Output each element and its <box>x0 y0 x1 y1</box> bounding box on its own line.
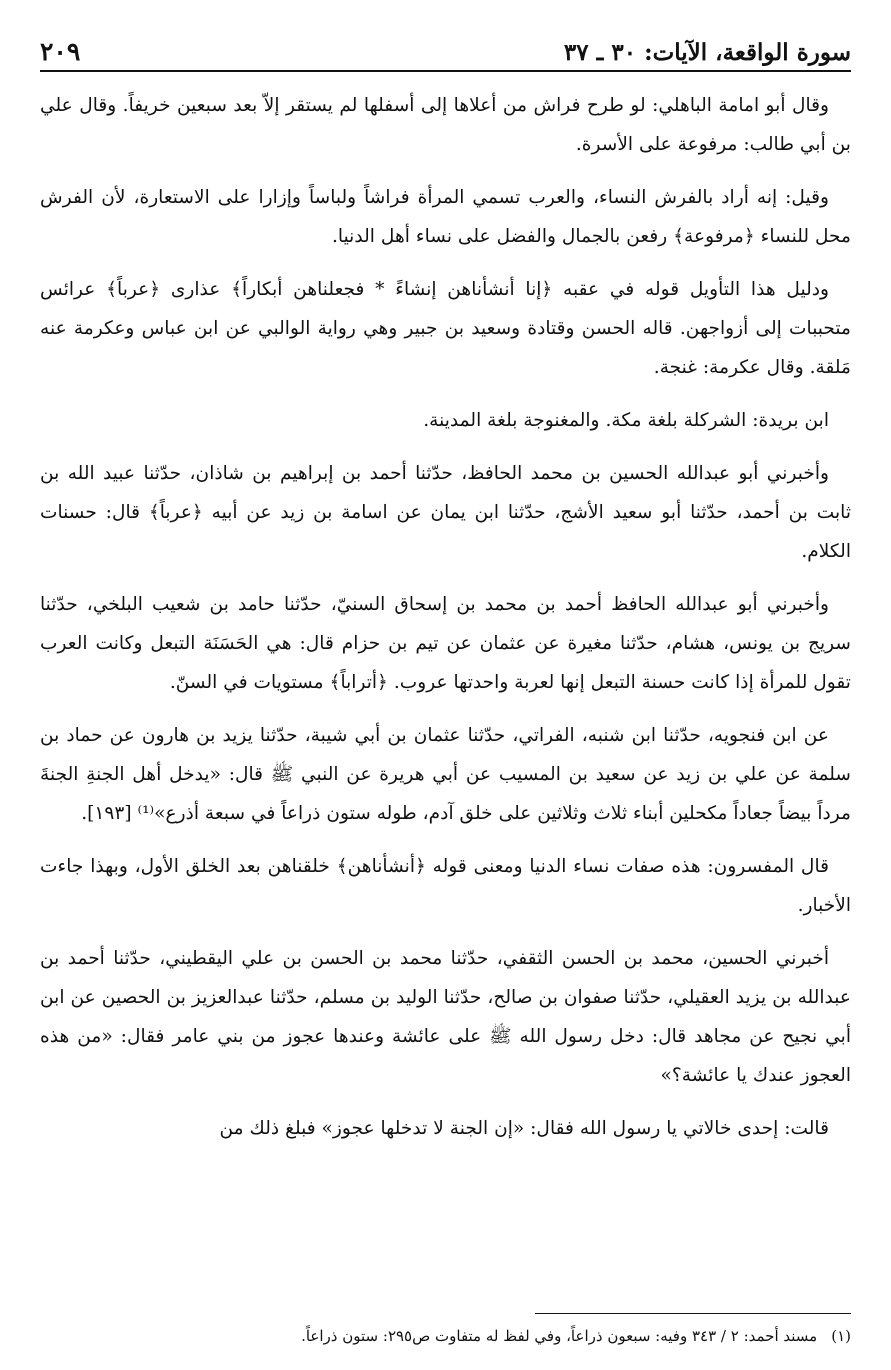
paragraph-2: وقيل: إنه أراد بالفرش النساء، والعرب تسمي المرأة فراشاً ولباساً وإزارا على الاستعارة، لأن الفرش محل للنساء ﴿مرفوعة﴾ رفعن بالجمال والفضل على نساء أهل الدنيا. <box>40 187 851 247</box>
paragraph-5: وأخبرني أبو عبدالله الحسين بن محمد الحافظ، حدّثنا أحمد بن إبراهيم بن شاذان، حدّثنا عبيد الله بن ثابت بن أحمد، حدّثنا أبو سعيد الأشج، حدّثنا ابن يمان عن اسامة بن زيد عن أبيه ﴿عرباً﴾ قال: حسنات الكلام. <box>40 463 852 562</box>
footnote-text: مسند أحمد: ٢ / ٣٤٣ وفيه: سبعون ذراعاً، وفي لفظ له متفاوت ص٢٩٥: ستون ذراعاً. <box>301 1327 818 1345</box>
page-number: ٢٠٩ <box>40 37 81 66</box>
paragraph-10: قالت: إحدى خالاتي يا رسول الله فقال: «إن الجنة لا تدخلها عجوز» فبلغ ذلك من <box>219 1118 829 1139</box>
footnote-divider <box>535 1313 851 1314</box>
footnote <box>40 1324 851 1348</box>
surah-title: سورة الواقعة، الآيات: ٣٠ ـ ٣٧ <box>563 39 851 66</box>
paragraph-6: وأخبرني أبو عبدالله الحافظ أحمد بن محمد بن إسحاق السنيّ، حدّثنا حامد بن شعيب البلخي، حدّثنا سريج بن يونس، هشام، حدّثنا مغيرة عن عثمان عن تيم بن حزام قال: هي الحَسَنَة التبعل وكانت العرب تقول للمرأة إذا كانت حسنة التبعل إنها لعربة واحدتها عروب. ﴿أتراباً﴾ مستويات في السنّ. <box>40 594 851 693</box>
header-divider <box>40 70 851 72</box>
paragraph-9: أخبرني الحسين، محمد بن الحسن الثقفي، حدّثنا محمد بن الحسن بن علي اليقطيني، حدّثنا أحمد بن عبدالله بن يزيد العقيلي، حدّثنا صفوان بن صالح، حدّثنا الوليد بن مسلم، حدّثنا عبدالعزيز بن الحصين عن ابن أبي نجيح عن مجاهد قال: دخل رسول الله ﷺ على عائشة وعندها عجوز من بني عامر فقال: «من هذه العجوز عندك يا عائشة؟» <box>40 948 851 1086</box>
paragraph-8: قال المفسرون: هذه صفات نساء الدنيا ومعنى قوله ﴿أنشأناهن﴾ خلقناهن بعد الخلق الأول، وبهذا جاءت الأخبار. <box>40 856 851 916</box>
footnote-number: (١) <box>831 1327 851 1345</box>
paragraph-4: ابن بريدة: الشركلة بلغة مكة. والمغنوجة بلغة المدينة. <box>423 410 829 431</box>
paragraph-1: وقال أبو امامة الباهلي: لو طرح فراش من أعلاها إلى أسفلها لم يستقر إلاّ بعد سبعين خريفاً. وقال علي بن أبي طالب: مرفوعة على الأسرة. <box>40 95 851 155</box>
paragraph-7: عن ابن فنجويه، حدّثنا ابن شنبه، الفراتي، حدّثنا عثمان بن أبي شيبة، حدّثنا يزيد بن هارون عن حماد بن سلمة عن علي بن زيد عن سعيد بن المسيب عن أبي هريرة عن النبي ﷺ قال: «يدخل أهل الجنةِ الجنةَ مرداً بيضاً جعاداً مكحلين أبناء ثلاث وثلاثين على خلق آدم، طوله ستون ذراعاً في سبعة أذرع»⁽¹⁾ [١٩٣]. <box>40 725 851 824</box>
main-text <box>40 86 851 1162</box>
paragraph-3: ودليل هذا التأويل قوله في عقبه ﴿إنا أنشأناهن إنشاءً * فجعلناهن أبكاراً﴾ عذارى ﴿عرباً﴾ عرائس متحببات إلى أزواجهن. قاله الحسن وقتادة وسعيد بن جبير وهي رواية الوالبي عن ابن عباس وعكرمة عنه مَلقة. وقال عكرمة: غنجة. <box>40 279 851 378</box>
running-header <box>40 22 851 66</box>
